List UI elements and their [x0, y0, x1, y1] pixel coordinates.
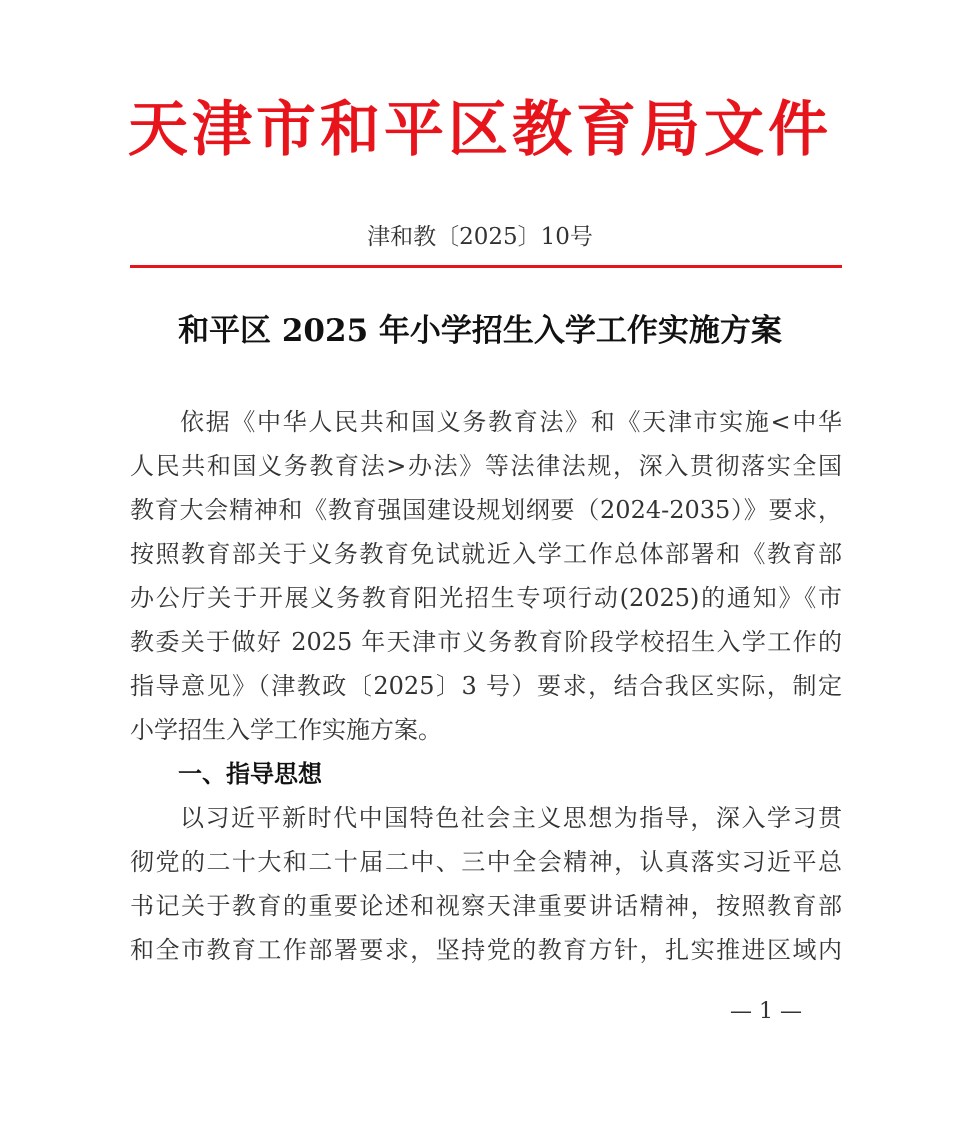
- document-body: [130, 400, 842, 972]
- paragraph-line: 人民共和国义务教育法>办法》等法律法规，深入贯彻落实全国: [130, 452, 842, 480]
- paragraph-line: 和全市教育工作部署要求，坚持党的教育方针，扎实推进区域内: [130, 936, 842, 964]
- paragraph-line: 教委关于做好 2025 年天津市义务教育阶段学校招生入学工作的: [130, 628, 842, 656]
- section-heading: 一、指导思想: [178, 760, 322, 788]
- paragraph-line: 书记关于教育的重要论述和视察天津重要讲话精神，按照教育部: [130, 892, 842, 920]
- paragraph-line: 教育大会精神和《教育强国建设规划纲要（2024-2035）》要求，: [130, 496, 842, 524]
- red-divider: [130, 265, 842, 268]
- paragraph-line: 小学招生入学工作实施方案。: [130, 716, 442, 744]
- document-issuer-masthead: 天津市和平区教育局文件: [128, 95, 832, 165]
- paragraph-line: 按照教育部关于义务教育免试就近入学工作总体部署和《教育部: [130, 540, 842, 568]
- paragraph-line: 以习近平新时代中国特色社会主义思想为指导，深入学习贯: [180, 804, 842, 832]
- paragraph-line: 依据《中华人民共和国义务教育法》和《天津市实施<中华: [180, 408, 842, 436]
- page-number: — 1 —: [730, 999, 802, 1024]
- paragraph-line: 办公厅关于开展义务教育阳光招生专项行动(2025)的通知》《市: [130, 584, 842, 612]
- paragraph-line: 彻党的二十大和二十届二中、三中全会精神，认真落实习近平总: [130, 848, 842, 876]
- document-title: 和平区 2025 年小学招生入学工作实施方案: [178, 313, 782, 349]
- document-number: 津和教〔2025〕10号: [367, 224, 593, 250]
- paragraph-line: 指导意见》（津教政〔2025〕3 号）要求，结合我区实际，制定: [130, 672, 842, 700]
